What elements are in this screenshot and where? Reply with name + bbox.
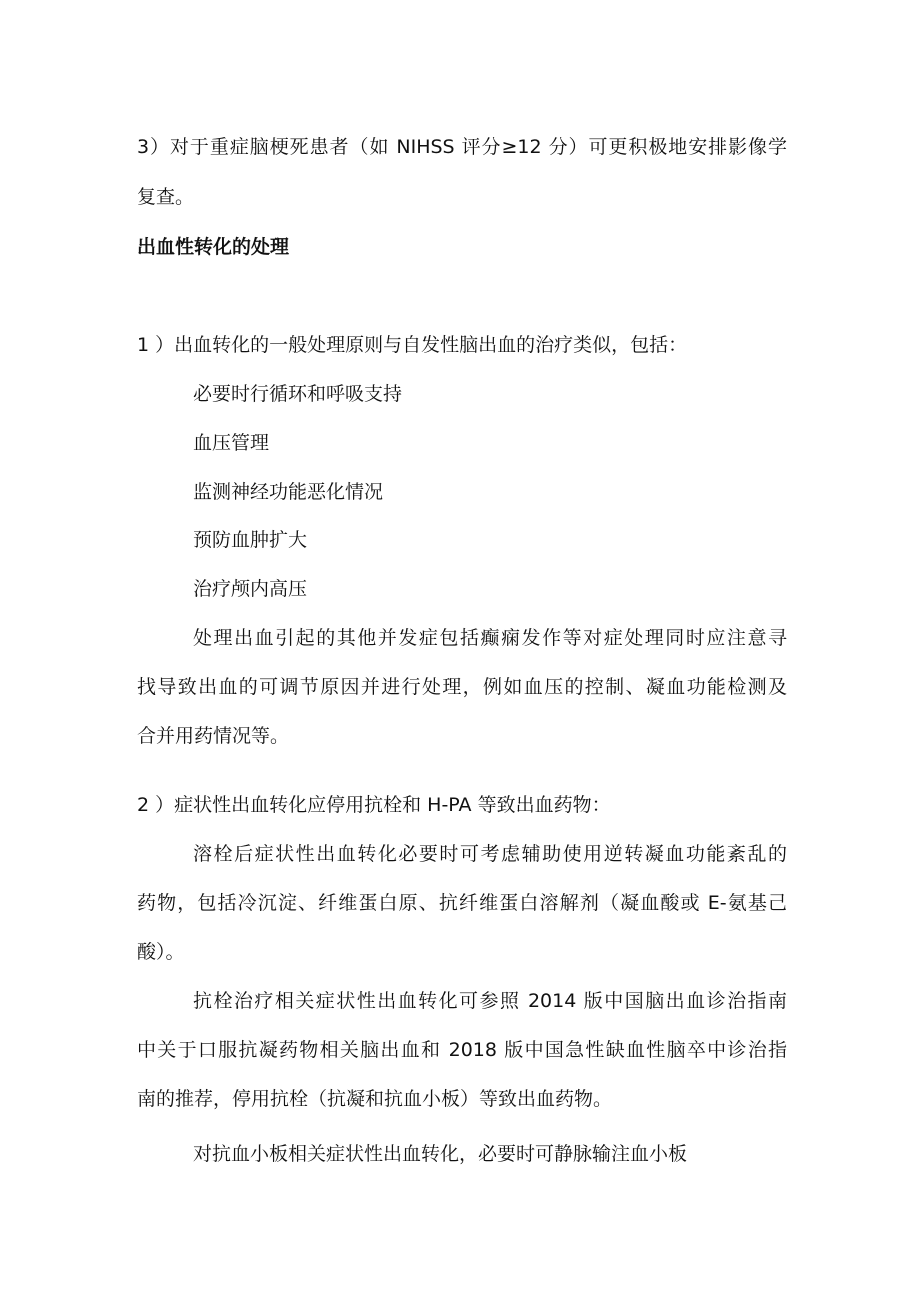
list-item: 血压管理 (193, 432, 270, 454)
list-item: 预防血肿扩大 (193, 529, 308, 551)
paragraph-line: 溶栓后症状性出血转化必要时可考虑辅助使用逆转凝血功能紊乱的 (193, 843, 787, 865)
paragraph-line: 找导致出血的可调节原因并进行处理，例如血压的控制、凝血功能检测及 (137, 676, 787, 698)
section-title: 出血性转化的处理 (137, 236, 290, 258)
paragraph-line: 药物，包括冷沉淀、纤维蛋白原、抗纤维蛋白溶解剂（凝血酸或 E-氨基己 (137, 892, 787, 914)
point1-intro: 1 ）出血转化的一般处理原则与自发性脑出血的治疗类似，包括： (137, 334, 688, 356)
list-item: 必要时行循环和呼吸支持 (193, 383, 403, 405)
paragraph-line: 合并用药情况等。 (137, 725, 290, 747)
paragraph-line: 中关于口服抗凝药物相关脑出血和 2018 版中国急性缺血性脑卒中诊治指 (137, 1039, 787, 1061)
paragraph-line: 处理出血引起的其他并发症包括癫痫发作等对症处理同时应注意寻 (193, 627, 787, 649)
paragraph-line: 南的推荐，停用抗栓（抗凝和抗血小板）等致出血药物。 (137, 1088, 613, 1110)
list-item: 监测神经功能恶化情况 (193, 481, 384, 503)
paragraph-line: 对抗血小板相关症状性出血转化，必要时可静脉输注血小板 (193, 1143, 688, 1165)
item3-text-line: 复查。 (137, 186, 195, 208)
paragraph-line: 酸）。 (137, 941, 185, 963)
paragraph-line: 抗栓治疗相关症状性出血转化可参照 2014 版中国脑出血诊治指南 (193, 990, 787, 1012)
point2-intro: 2 ）症状性出血转化应停用抗栓和 H-PA 等致出血药物： (137, 794, 611, 816)
item3-text-line: 3）对于重症脑梗死患者（如 NIHSS 评分≥12 分）可更积极地安排影像学 (137, 136, 787, 158)
list-item: 治疗颅内高压 (193, 578, 308, 600)
